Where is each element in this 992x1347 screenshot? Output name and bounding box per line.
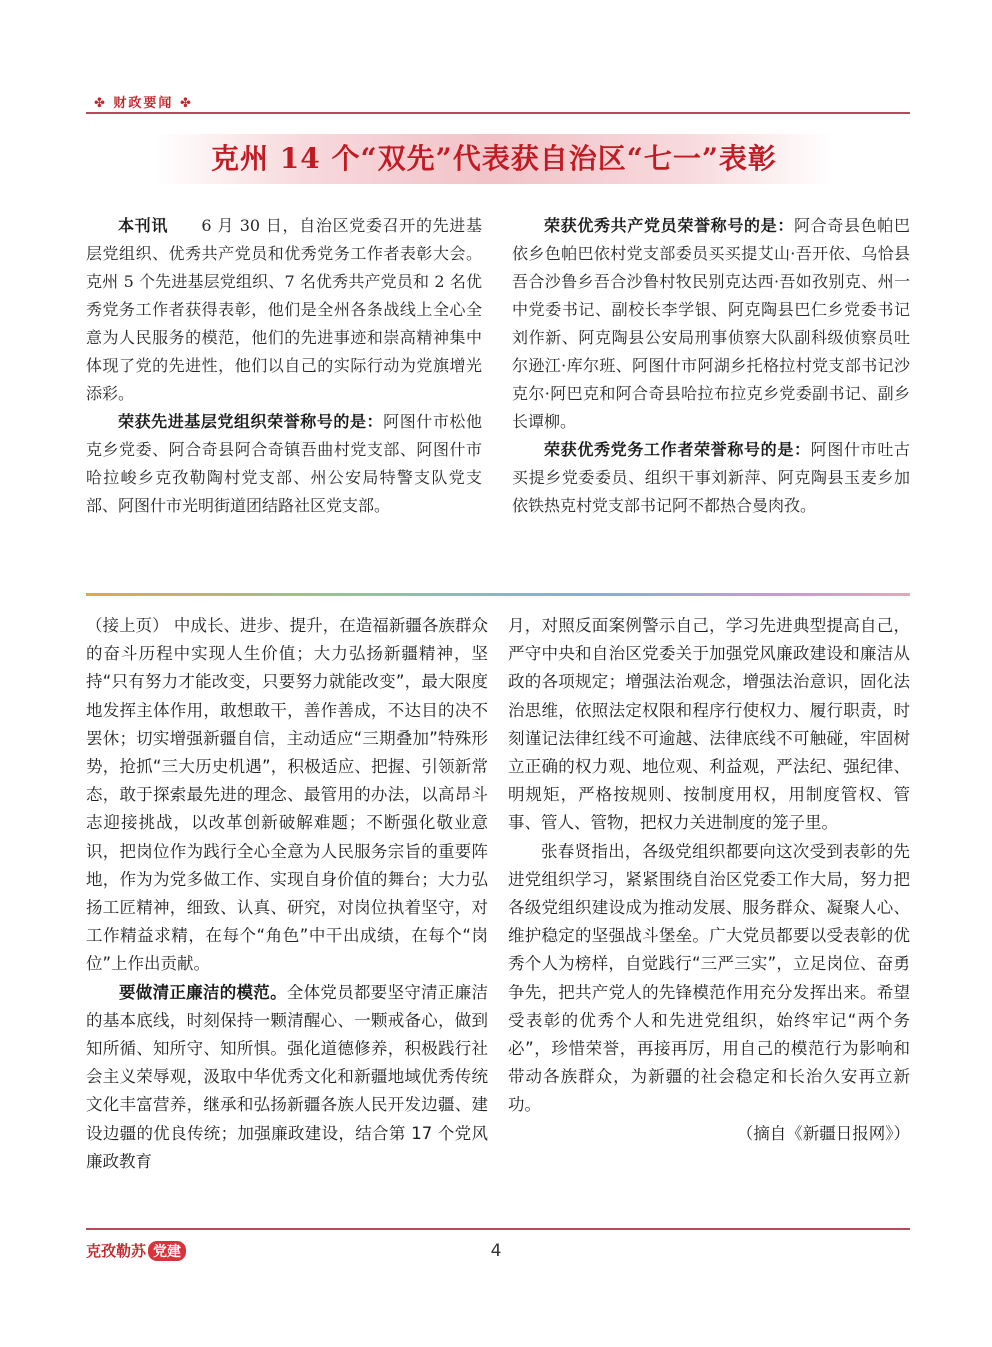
footer-brand-pill: 党建 <box>148 1241 186 1261</box>
member-honor-text: 阿合奇县色帕巴依乡色帕巴依村党支部委员买买提艾山·吾开依、乌恰县吾合沙鲁乡吾合沙鲁村牧民别克达西·吾如孜别克、州一中党委书记、副校长李学银、阿克陶县巴仁乡党委书记刘作新、阿克陶县公安局刑事侦察大队副科级侦察员吐尔逊江·库尔班、阿图什市阿湖乡托格拉村党支部书记沙克尔·阿巴克和阿合奇县哈拉布拉克乡党委副书记、副乡长谭柳。 <box>512 216 910 431</box>
section-divider <box>86 593 910 596</box>
article-title: 克州 14 个“双先”代表获自治区“七一”表彰 <box>211 142 777 175</box>
worker-honor-label: 荣获优秀党务工作者荣誉称号的是： <box>544 440 811 459</box>
org-honor-label: 荣获先进基层党组织荣誉称号的是： <box>118 412 384 431</box>
org-honor-text: 阿图什市松他克乡党委、阿合奇县阿合奇镇吾曲村党支部、阿图什市哈拉峻乡克孜勒陶村党支部、州公安局特警支队党支部、阿图什市光明街道团结路社区党支部。 <box>86 412 482 515</box>
integrity-text: 全体党员都要坚守清正廉洁的基本底线，时刻保持一颗清醒心、一颗戒备心，做到知所循、知所守、知所惧。强化道德修养，积极践行社会主义荣辱观，汲取中华优秀文化和新疆地域优秀传统文化丰富营养，继承和弘扬新疆各族人民开发边疆、建设边疆的优良传统；加强廉政建设，结合第 17 个党风廉政教育 <box>86 982 489 1171</box>
footer-brand <box>86 1240 186 1261</box>
lead-paragraph <box>86 212 482 408</box>
worker-honor-paragraph <box>512 436 910 520</box>
integrity-paragraph <box>86 979 488 1176</box>
lower-left-column <box>86 612 488 1176</box>
upper-left-column <box>86 212 482 520</box>
footer-brand-main: 克孜勒苏 <box>86 1242 147 1260</box>
rule-of-law-paragraph: 月，对照反面案例警示自己，学习先进典型提高自己，严守中央和自治区党委关于加强党风廉政建设和廉洁从政的各项规定；增强法治观念，增强法治意识，固化法治思维，依照法定权限和程序行使权力、履行职责，时刻谨记法律红线不可逾越、法律底线不可触碰，牢固树立正确的权力观、地位观、利益观，严法纪、强纪律、明规矩，严格按规则、按制度用权，用制度管权、管事、管人、管物，把权力关进制度的笼子里。 <box>508 616 910 833</box>
lead-text: 6 月 30 日，自治区党委召开的先进基层党组织、优秀共产党员和优秀党务工作者表彰大会。克州 5 个先进基层党组织、7 名优秀共产党员和 2 名优秀党务工作者获得表彰，他们是全州各条战线上全心全意为人民服务的模范，他们的先进事迹和崇高精神集中体现了党的先进性，他们以自己的实际行动为党旗增光添彩。 <box>86 216 482 403</box>
header-rule <box>86 112 910 114</box>
page-number: 4 <box>490 1241 502 1261</box>
continued-paragraph: （接上页） 中成长、进步、提升，在造福新疆各族群众的奋斗历程中实现人生价值；大力弘扬新疆精神，坚持“只有努力才能改变，只要努力就能改变”，最大限度地发挥主体作用，敢想敢干，善作善成，不达目的决不罢休；切实增强新疆自信，主动适应“三期叠加”特殊形势，抢抓“三大历史机遇”，积极适应、把握、引领新常态，敢于探索最先进的理念、最管用的办法，以高昂斗志迎接挑战，以改革创新破解难题；不断强化敬业意识，把岗位作为践行全心全意为人民服务宗旨的重要阵地，作为为党多做工作、实现自身价值的舞台；大力弘扬工匠精神，细致、认真、研究，对岗位执着坚守，对工作精益求精，在每个“角色”中干出成绩，在每个“岗位”上作出贡献。 <box>86 616 488 974</box>
integrity-label: 要做清正廉洁的模范。 <box>119 982 287 1002</box>
lead-label: 本刊讯 <box>118 216 169 235</box>
member-honor-label: 荣获优秀共产党员荣誉称号的是： <box>544 216 794 235</box>
source-note: （摘自《新疆日报网》） <box>736 1123 910 1143</box>
member-honor-paragraph <box>512 212 910 436</box>
org-honor-paragraph <box>86 408 482 520</box>
section-tag: ✤ 财政要闻 ✤ <box>94 96 193 111</box>
footer-rule <box>86 1228 910 1230</box>
closing-paragraph: 张春贤指出，各级党组织都要向这次受到表彰的先进党组织学习，紧紧围绕自治区党委工作大局，努力把各级党组织建设成为推动发展、服务群众、凝聚人心、维护稳定的坚强战斗堡垒。广大党员都要以受表彰的优秀个人为榜样，自觉践行“三严三实”，立足岗位、奋勇争先，把共产党人的先锋模范作用充分发挥出来。希望受表彰的优秀个人和先进党组织，始终牢记“两个务必”，珍惜荣誉，再接再厉，用自己的模范行为影响和带动各族群众，为新疆的社会稳定和长治久安再立新功。 <box>508 841 910 1115</box>
upper-right-column <box>512 212 910 520</box>
worker-honor-text: 阿图什市吐古买提乡党委委员、组织干事刘新萍、阿克陶县玉麦乡加依铁热克村党支部书记阿不都热合曼肉孜。 <box>512 440 910 515</box>
lower-right-column <box>508 612 910 1148</box>
